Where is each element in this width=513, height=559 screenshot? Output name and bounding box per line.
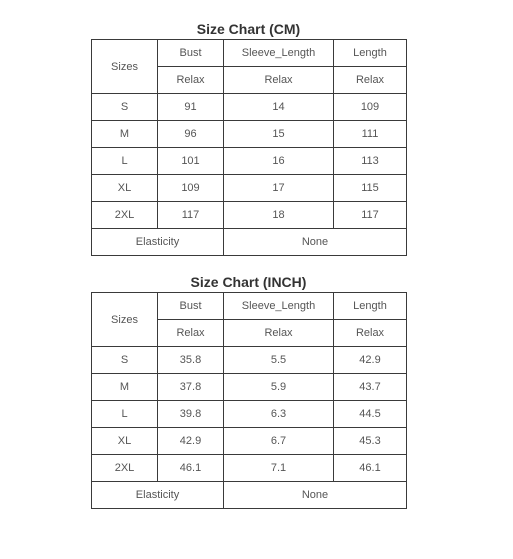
- sleeve-length-cell: 18: [224, 202, 334, 229]
- table-row: [92, 148, 407, 175]
- bust-cell: 109: [158, 175, 224, 202]
- size-cell: L: [92, 148, 158, 175]
- table-row: [92, 347, 407, 374]
- bust-header: Bust: [158, 293, 224, 320]
- sleeve-length-cell: 5.5: [224, 347, 334, 374]
- bust-cell: 46.1: [158, 455, 224, 482]
- elasticity-label: Elasticity: [92, 482, 224, 509]
- length-fit-header: Relax: [334, 320, 407, 347]
- sizes-header: Sizes: [92, 40, 158, 94]
- size-cell: M: [92, 121, 158, 148]
- length-cell: 115: [334, 175, 407, 202]
- length-cell: 113: [334, 148, 407, 175]
- length-cell: 46.1: [334, 455, 407, 482]
- length-cell: 109: [334, 94, 407, 121]
- header-row: [92, 293, 407, 320]
- table-row: [92, 428, 407, 455]
- length-cell: 117: [334, 202, 407, 229]
- table-row: [92, 94, 407, 121]
- sizes-header: Sizes: [92, 293, 158, 347]
- length-cell: 44.5: [334, 401, 407, 428]
- length-cell: 111: [334, 121, 407, 148]
- table-row: [92, 202, 407, 229]
- elasticity-row: [92, 482, 407, 509]
- size-chart-cm-title: Size Chart (CM): [196, 21, 301, 37]
- bust-cell: 37.8: [158, 374, 224, 401]
- sleeve-length-fit-header: Relax: [224, 67, 334, 94]
- sleeve-length-cell: 16: [224, 148, 334, 175]
- bust-cell: 91: [158, 94, 224, 121]
- size-chart-cm-table: [91, 39, 407, 256]
- bust-cell: 35.8: [158, 347, 224, 374]
- sleeve-length-cell: 6.7: [224, 428, 334, 455]
- size-cell: 2XL: [92, 202, 158, 229]
- elasticity-value: None: [224, 482, 407, 509]
- bust-cell: 39.8: [158, 401, 224, 428]
- table-row: [92, 401, 407, 428]
- sleeve-length-header: Sleeve_Length: [224, 293, 334, 320]
- table-row: [92, 121, 407, 148]
- size-cell: S: [92, 94, 158, 121]
- length-cell: 43.7: [334, 374, 407, 401]
- size-cell: XL: [92, 428, 158, 455]
- sleeve-length-header: Sleeve_Length: [224, 40, 334, 67]
- elasticity-label: Elasticity: [92, 229, 224, 256]
- sleeve-length-fit-header: Relax: [224, 320, 334, 347]
- length-header: Length: [334, 293, 407, 320]
- size-chart-inch-title: Size Chart (INCH): [190, 274, 307, 290]
- bust-header: Bust: [158, 40, 224, 67]
- header-row: [92, 40, 407, 67]
- bust-cell: 101: [158, 148, 224, 175]
- size-cell: M: [92, 374, 158, 401]
- size-cell: 2XL: [92, 455, 158, 482]
- bust-cell: 42.9: [158, 428, 224, 455]
- size-chart-inch-table: [91, 292, 407, 509]
- elasticity-row: [92, 229, 407, 256]
- elasticity-value: None: [224, 229, 407, 256]
- table-row: [92, 455, 407, 482]
- size-cell: XL: [92, 175, 158, 202]
- size-cell: S: [92, 347, 158, 374]
- sleeve-length-cell: 15: [224, 121, 334, 148]
- length-cell: 42.9: [334, 347, 407, 374]
- sleeve-length-cell: 6.3: [224, 401, 334, 428]
- table-row: [92, 175, 407, 202]
- sleeve-length-cell: 14: [224, 94, 334, 121]
- bust-fit-header: Relax: [158, 320, 224, 347]
- sleeve-length-cell: 5.9: [224, 374, 334, 401]
- size-cell: L: [92, 401, 158, 428]
- sleeve-length-cell: 17: [224, 175, 334, 202]
- table-row: [92, 374, 407, 401]
- bust-cell: 117: [158, 202, 224, 229]
- bust-cell: 96: [158, 121, 224, 148]
- bust-fit-header: Relax: [158, 67, 224, 94]
- length-fit-header: Relax: [334, 67, 407, 94]
- length-header: Length: [334, 40, 407, 67]
- length-cell: 45.3: [334, 428, 407, 455]
- sleeve-length-cell: 7.1: [224, 455, 334, 482]
